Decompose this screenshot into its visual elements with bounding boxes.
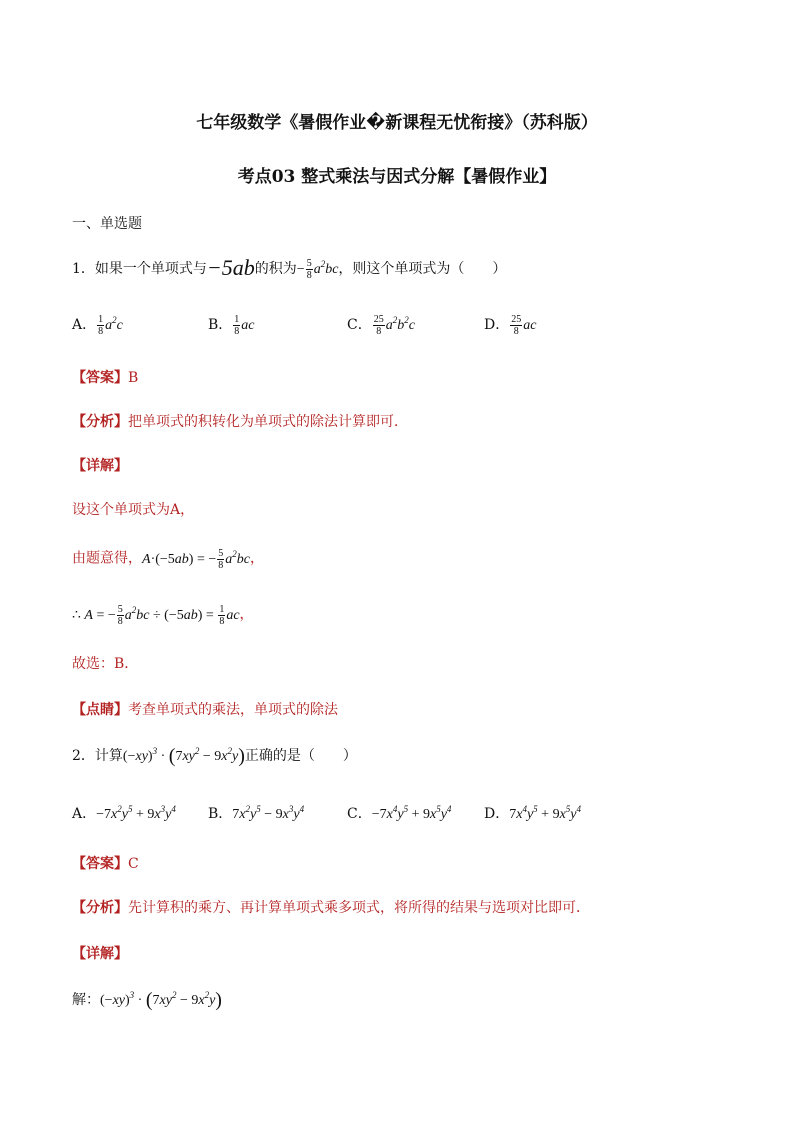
q1-option-c: C． $\frac{25}{8}$ $a^2b^2c$ [347,314,415,338]
q1-option-b: B． $\frac{1}{8}$ ac [208,314,255,338]
q1-step-3: ∴ A = − $\frac{5}{8}$ $a^2bc \div (-5ab)$ = $\frac{1}{8}$ ac， [72,604,254,627]
q1-stem-prefix: 1．如果一个单项式与 [72,261,207,277]
q1-step-2: 由题意得，A·(−5ab) = − $\frac{5}{8}$ $a^2bc$， [72,548,264,571]
q1-step-4: 故选：B． [72,656,139,672]
q1-option-d: D． $\frac{25}{8}$ ac [484,314,537,338]
q1-detail-label: 【详解】 [72,458,128,474]
q1-stem [72,255,507,282]
q1-math-monomial: −5ab [206,255,255,280]
q2-math-expression: $(-xy)^3 \cdot (7xy^2 - 9x^2y)$ [122,745,245,767]
q2-stem: 2．计算$(-xy)^3 \cdot (7xy^2 - 9x^2y)$正确的是（ ） [72,745,357,767]
section-label: 一、单选题 [72,216,142,232]
q1-analysis: 【分析】把单项式的积转化为单项式的除法计算即可． [72,414,408,430]
q2-analysis: 【分析】先计算积的乘方、再计算单项式乘多项式，将所得的结果与选项对比即可． [72,900,590,916]
q2-detail-label: 【详解】 [72,946,128,962]
q2-option-a: A．$-7x^2y^5 + 9x^3y^4$ [72,804,176,822]
q1-math-product: − $\frac{5}{8}$ $a^2bc$ [296,258,339,282]
q2-option-b: B．$7x^2y^5 - 9x^3y^4$ [208,804,305,822]
q1-step-1: 设这个单项式为A， [72,502,195,518]
q1-option-a: A． $\frac{1}{8}$ $a^2c$ [72,314,123,338]
q2-option-c: C．$-7x^4y^5 + 9x^5y^4$ [347,804,452,822]
q2-solution: 解：$(-xy)^3 \cdot (7xy^2 - 9x^2y)$ [72,989,222,1011]
document-subtitle: 考点03 整式乘法与因式分解【暑假作业】 [237,167,557,187]
q2-answer: 【答案】C [72,856,139,872]
q1-stem-mid: 的积为 [254,261,297,277]
q2-option-d: D．$7x^4y^5 + 9x^5y^4$ [484,804,582,822]
q1-stem-suffix: ，则这个单项式为（ ） [338,261,507,277]
q1-comment: 【点睛】考查单项式的乘法，单项式的除法 [72,702,338,718]
document-title: 七年级数学《暑假作业�新课程无忧衔接》（苏科版） [196,113,598,133]
q1-answer: 【答案】B [72,370,139,386]
